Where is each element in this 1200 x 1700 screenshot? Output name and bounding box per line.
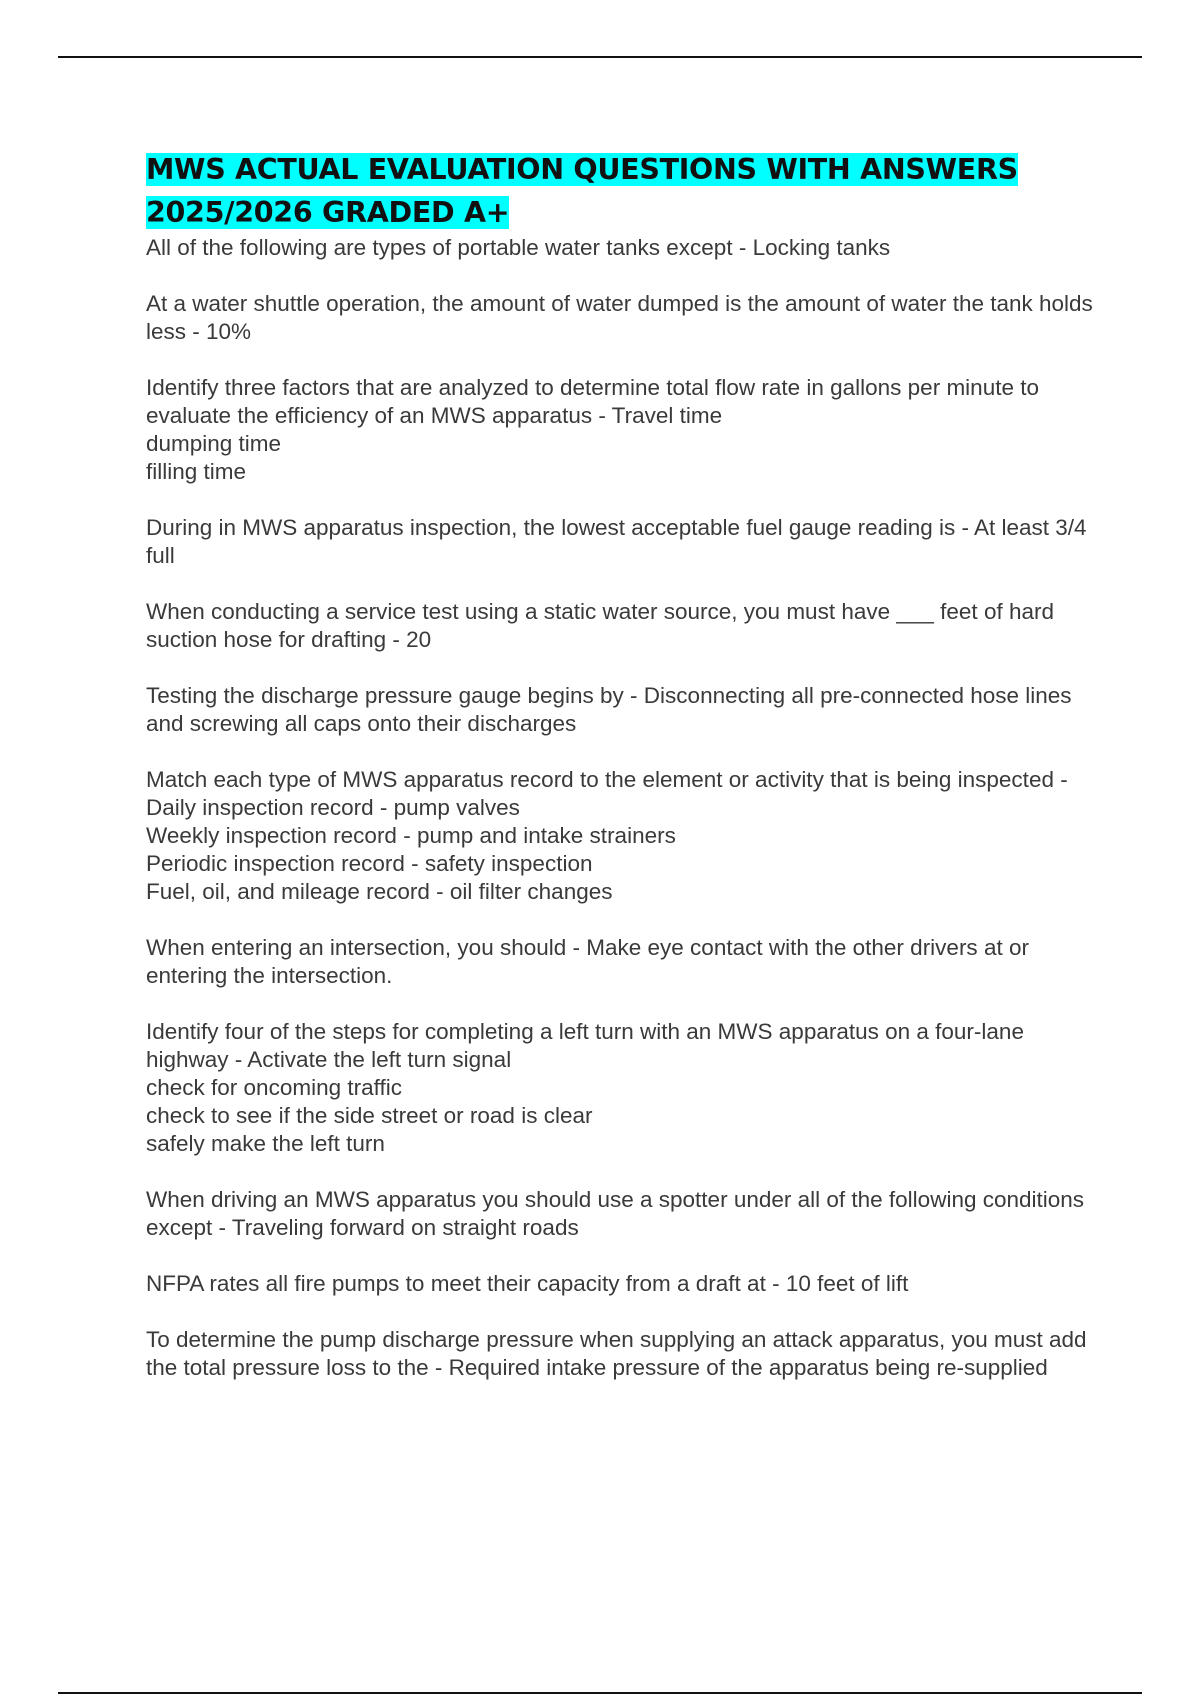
document-title-text: MWS ACTUAL EVALUATION QUESTIONS WITH ANSWERS 2025/2026 GRADED A+	[146, 153, 1018, 229]
document-body	[146, 148, 1096, 1410]
document-title	[146, 148, 1096, 234]
qa-item-7: Match each type of MWS apparatus record to the element or activity that is being inspected - Daily inspection record - pump valves Weekly inspection record - pump and intake strainers Periodic inspection record - safety inspection Fuel, oil, and mileage record - oil filter changes	[146, 767, 1068, 904]
qa-item-6: Testing the discharge pressure gauge begins by - Disconnecting all pre-connected hose lines and screwing all caps onto their discharges	[146, 683, 1072, 736]
qa-list	[146, 234, 1096, 1382]
qa-item-1: All of the following are types of portable water tanks except - Locking tanks	[146, 235, 891, 260]
footer-rule	[58, 1692, 1142, 1694]
qa-item-10: When driving an MWS apparatus you should use a spotter under all of the following conditions except - Traveling forward on straight roads	[146, 1187, 1085, 1240]
qa-item-8: When entering an intersection, you should - Make eye contact with the other drivers at or entering the intersection.	[146, 935, 1029, 988]
qa-item-12: To determine the pump discharge pressure when supplying an attack apparatus, you must add the total pressure loss to the - Required intake pressure of the apparatus being re-supplied	[146, 1327, 1087, 1380]
header-rule	[58, 56, 1142, 58]
qa-item-2: At a water shuttle operation, the amount of water dumped is the amount of water the tank holds less - 10%	[146, 291, 1093, 344]
qa-item-9: Identify four of the steps for completing a left turn with an MWS apparatus on a four-lane highway - Activate the left turn signal check for oncoming traffic check to see if the side street or road is clear safely make the left turn	[146, 1019, 1024, 1156]
qa-item-4: During in MWS apparatus inspection, the lowest acceptable fuel gauge reading is - At least 3/4 full	[146, 515, 1087, 568]
qa-item-11: NFPA rates all fire pumps to meet their capacity from a draft at - 10 feet of lift	[146, 1271, 909, 1296]
qa-item-3: Identify three factors that are analyzed to determine total flow rate in gallons per minute to evaluate the efficiency of an MWS apparatus - Travel time dumping time filling time	[146, 375, 1039, 484]
qa-item-5: When conducting a service test using a static water source, you must have ___ feet of hard suction hose for drafting - 20	[146, 599, 1054, 652]
